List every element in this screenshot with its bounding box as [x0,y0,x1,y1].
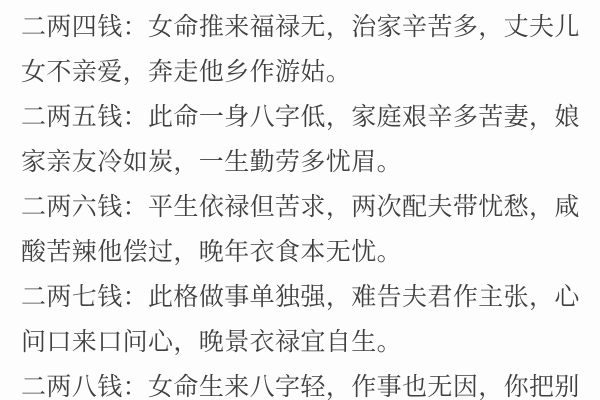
fortune-entry-2-5 [21,95,582,185]
weight-label: 二两八钱： [21,373,149,400]
fortune-entry-2-8 [21,365,582,400]
weight-label: 二两四钱： [21,13,149,41]
verse-text: 此格做事单独强，难告夫君作主张，心问口来口问心，晚景衣禄宜自生。 [21,283,580,356]
verse-text: 此命一身八字低，家庭艰辛多苦妻，娘家亲友冷如炭，一生勤劳多忧眉。 [21,103,580,176]
fortune-entry-2-6 [21,185,582,275]
verse-text: 女命生来八字轻，作事也无因，你把别 [148,373,580,400]
weight-label: 二两七钱： [21,283,149,311]
weight-label: 二两六钱： [21,193,149,221]
verse-text: 平生依禄但苦求，两次配夫带忧愁，咸酸苦辣他偿过，晚年衣食本无忧。 [21,193,580,266]
fortune-entry-2-4 [21,5,582,95]
fortune-entry-2-7 [21,275,582,365]
weight-label: 二两五钱： [21,103,149,131]
verse-text: 女命推来福禄无，治家辛苦多，丈夫儿女不亲爱，奔走他乡作游姑。 [21,13,580,86]
